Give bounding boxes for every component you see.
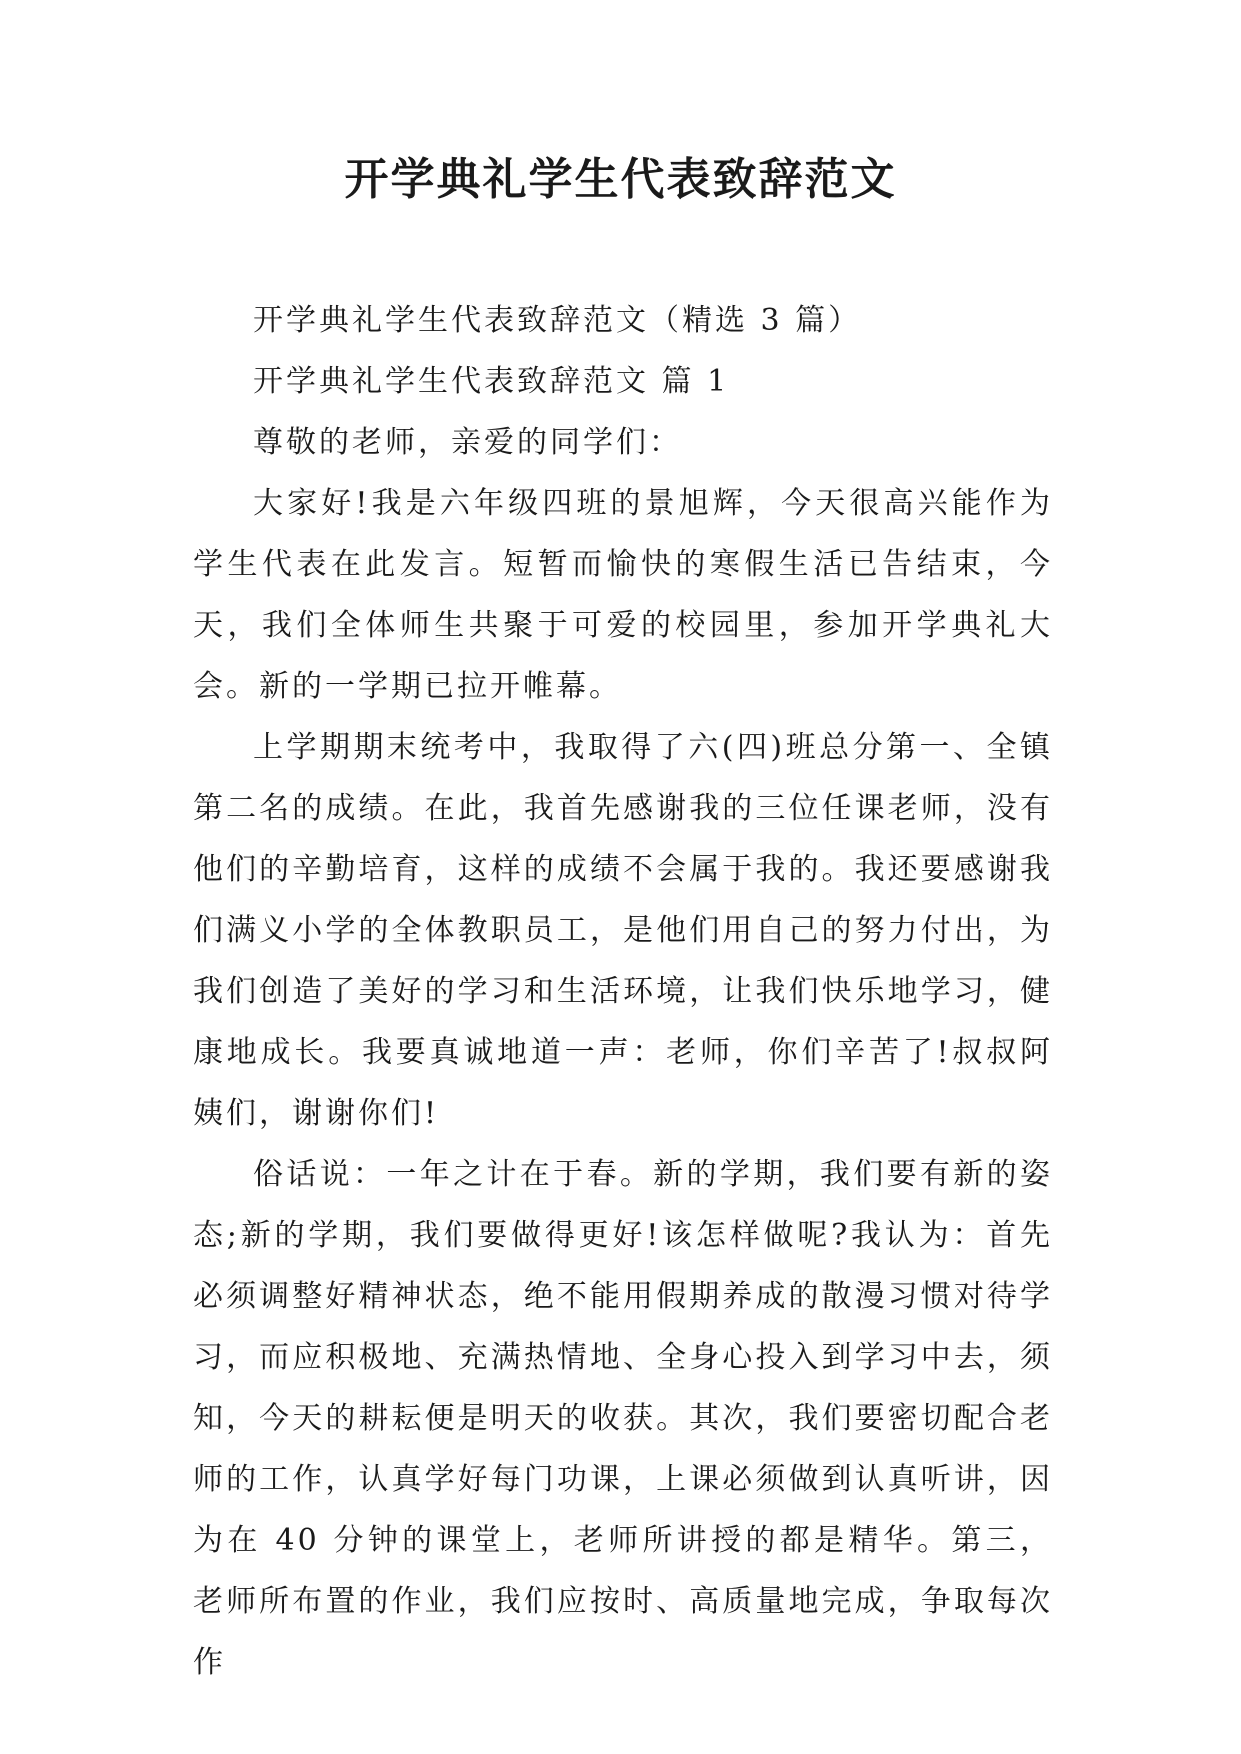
- body-paragraph: 大家好!我是六年级四班的景旭辉，今天很高兴能作为学生代表在此发言。短暂而愉快的寒假生活已告结束，今天，我们全体师生共聚于可爱的校园里，参加开学典礼大会。新的一学期已拉开帷幕。: [193, 486, 1053, 704]
- salutation: 尊敬的老师，亲爱的同学们：: [253, 425, 682, 460]
- section-heading: 开学典礼学生代表致辞范文 篇 1: [253, 364, 730, 399]
- body-paragraph: 上学期期末统考中，我取得了六(四)班总分第一、全镇第二名的成绩。在此，我首先感谢我的三位任课老师，没有他们的辛勤培育，这样的成绩不会属于我的。我还要感谢我们满义小学的全体教职员工，是他们用自己的努力付出，为我们创造了美好的学习和生活环境，让我们快乐地学习，健康地成长。我要真诚地道一声：老师，你们辛苦了!叔叔阿姨们，谢谢你们!: [193, 730, 1053, 1131]
- document-body: [193, 290, 1053, 1693]
- body-paragraph: 俗话说：一年之计在于春。新的学期，我们要有新的姿态;新的学期，我们要做得更好!该怎样做呢?我认为：首先必须调整好精神状态，绝不能用假期养成的散漫习惯对待学习，而应积极地、充满热情地、全身心投入到学习中去，须知，今天的耕耘便是明天的收获。其次，我们要密切配合老师的工作，认真学好每门功课，上课必须做到认真听讲，因为在 40 分钟的课堂上，老师所讲授的都是精华。第三，老师所布置的作业，我们应按时、高质量地完成，争取每次作: [193, 1157, 1053, 1680]
- subtitle-line: 开学典礼学生代表致辞范文（精选 3 篇）: [253, 303, 862, 338]
- document-title: 开学典礼学生代表致辞范文: [344, 154, 897, 205]
